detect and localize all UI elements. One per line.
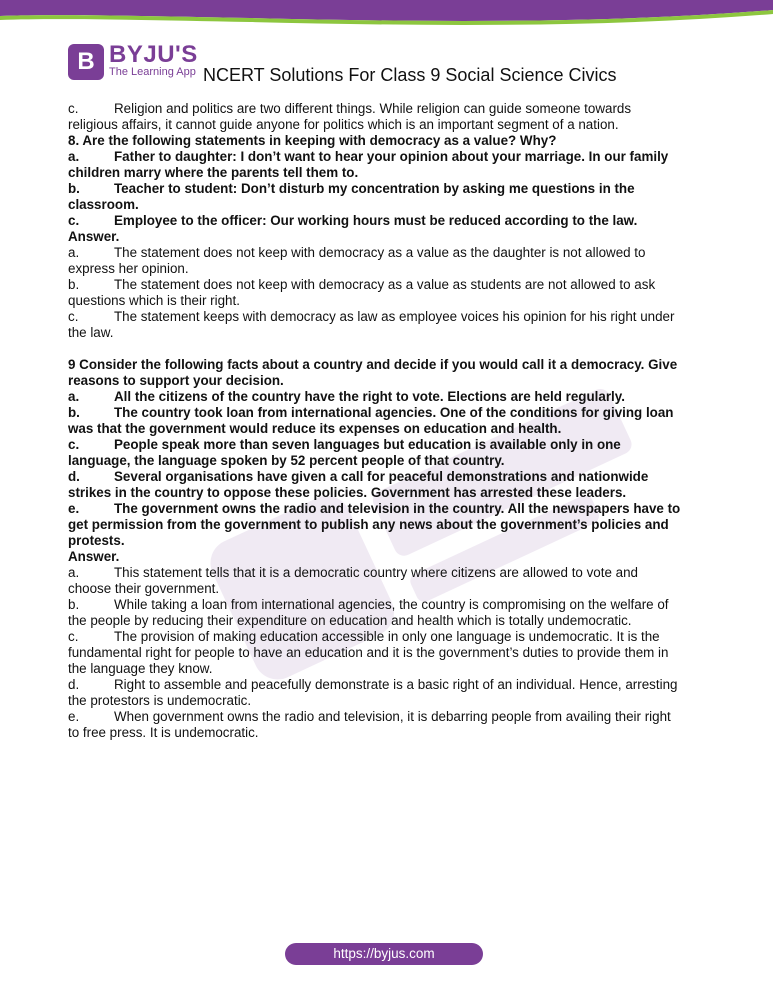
item-text: Religion and politics are two different things. While religion can guide someone towards — [114, 101, 632, 116]
item-label: a. — [68, 389, 80, 404]
item-label: b. — [68, 405, 80, 420]
item-text: The country took loan from international agencies. One of the conditions for giving loan — [114, 405, 674, 420]
item-label: a. — [68, 149, 80, 164]
q9-fact-e-cont2: protests. — [68, 533, 125, 548]
item-label: c. — [68, 309, 79, 324]
item-label: b. — [68, 597, 80, 612]
question-8: 8. Are the following statements in keeping with democracy as a value? Why? — [68, 133, 557, 148]
item-label: e. — [68, 709, 80, 724]
q9-answer-c-cont2: the language they know. — [68, 661, 213, 676]
question-9-cont: reasons to support your decision. — [68, 373, 284, 388]
q9-answer-c-cont: fundamental right for people to have an education and it is the government’s duties to provide them in — [68, 645, 669, 660]
q8-option-c — [68, 213, 708, 229]
q9-fact-d — [68, 469, 708, 485]
item-text: When government owns the radio and television, it is debarring people from availing their right — [114, 709, 671, 724]
q8-option-b — [68, 181, 708, 197]
footer-url-link[interactable]: https://byjus.com — [285, 943, 483, 965]
q8-answer-a-cont: express her opinion. — [68, 261, 189, 276]
q9-answer-e-cont: to free press. It is undemocratic. — [68, 725, 259, 740]
q9-fact-c-cont: language, the language spoken by 52 percent people of that country. — [68, 453, 505, 468]
item-text: Employee to the officer: Our working hours must be reduced according to the law. — [114, 213, 638, 228]
q9-answer-d — [68, 677, 708, 693]
prev-answer-c — [68, 101, 708, 117]
q9-answer-a — [68, 565, 708, 581]
q8-option-a-cont: children marry where the parents tell them to. — [68, 165, 359, 180]
q9-fact-b — [68, 405, 708, 421]
item-label: d. — [68, 469, 80, 484]
item-text: People speak more than seven languages but education is available only in one — [114, 437, 621, 452]
q8-option-a — [68, 149, 708, 165]
q9-answer-a-cont: choose their government. — [68, 581, 220, 596]
item-label: c. — [68, 213, 80, 228]
item-text: While taking a loan from international agencies, the country is compromising on the welfare of — [114, 597, 669, 612]
item-label: b. — [68, 181, 80, 196]
item-text: This statement tells that it is a democratic country where citizens are allowed to vote and — [114, 565, 638, 580]
q9-answer-e — [68, 709, 708, 725]
item-label: c. — [68, 101, 79, 116]
q8-answer-c-cont: the law. — [68, 325, 114, 340]
item-text: Several organisations have given a call for peaceful demonstrations and nationwide — [114, 469, 649, 484]
prev-answer-c-cont: religious affairs, it cannot guide anyone for politics which is an important segment of a nation. — [68, 117, 619, 132]
q9-fact-c — [68, 437, 708, 453]
q8-answer-b-cont: questions which is their right. — [68, 293, 240, 308]
item-label: e. — [68, 501, 80, 516]
document-body — [68, 101, 708, 741]
item-label: d. — [68, 677, 80, 692]
logo-tagline: The Learning App — [109, 66, 196, 78]
item-label: c. — [68, 437, 80, 452]
item-text: The statement does not keep with democracy as a value as students are not allowed to ask — [114, 277, 656, 292]
q9-answer-d-cont: the protestors is undemocratic. — [68, 693, 252, 708]
top-banner — [0, 0, 773, 28]
item-text: Father to daughter: I don’t want to hear your opinion about your marriage. In our family — [114, 149, 669, 164]
q8-answer-c — [68, 309, 708, 325]
q9-fact-e-cont: get permission from the government to publish any news about the government’s policies and — [68, 517, 669, 532]
item-text: Right to assemble and peacefully demonstrate is a basic right of an individual. Hence, arresting — [114, 677, 678, 692]
q9-fact-b-cont: was that the government would reduce its expenses on education and health. — [68, 421, 562, 436]
q9-answer-b-cont: the people by reducing their expenditure on education and health which is totally undemocratic. — [68, 613, 632, 628]
q9-fact-e — [68, 501, 708, 517]
q9-answer-heading: Answer. — [68, 549, 120, 564]
q9-fact-d-cont: strikes in the country to oppose these policies. Government has arrested these leaders. — [68, 485, 627, 500]
item-text: The statement does not keep with democracy as a value as the daughter is not allowed to — [114, 245, 646, 260]
item-text: The provision of making education accessible in only one language is undemocratic. It is the — [114, 629, 660, 644]
item-label: a. — [68, 245, 80, 260]
item-text: Teacher to student: Don’t disturb my concentration by asking me questions in the — [114, 181, 635, 196]
q8-answer-b — [68, 277, 708, 293]
logo-name: BYJU'S — [109, 41, 198, 68]
item-text: All the citizens of the country have the right to vote. Elections are held regularly. — [114, 389, 625, 404]
item-label: a. — [68, 565, 80, 580]
q9-answer-b — [68, 597, 708, 613]
q9-answer-c — [68, 629, 708, 645]
page-header — [68, 41, 728, 88]
q8-answer-heading: Answer. — [68, 229, 120, 244]
q8-answer-a — [68, 245, 708, 261]
question-9: 9 Consider the following facts about a country and decide if you would call it a democracy. Give — [68, 357, 678, 372]
byjus-logo-icon: B — [68, 44, 104, 80]
q9-fact-a — [68, 389, 708, 405]
item-label: b. — [68, 277, 80, 292]
page-title: NCERT Solutions For Class 9 Social Science Civics — [203, 65, 617, 85]
q8-option-b-cont: classroom. — [68, 197, 139, 212]
item-text: The government owns the radio and television in the country. All the newspapers have to — [114, 501, 681, 516]
item-label: c. — [68, 629, 79, 644]
spacer — [68, 341, 708, 357]
item-text: The statement keeps with democracy as law as employee voices his opinion for his right under — [114, 309, 675, 324]
